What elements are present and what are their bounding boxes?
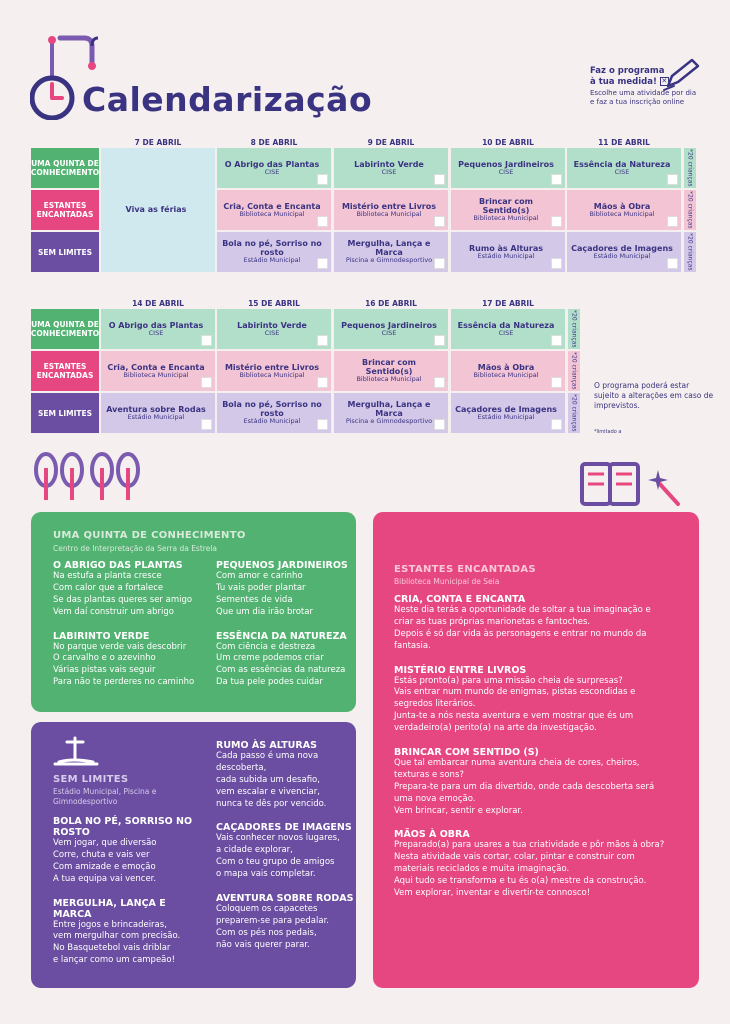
holiday-cell bbox=[101, 148, 215, 272]
activity-location: Biblioteca Municipal bbox=[589, 209, 655, 218]
activity-cell[interactable] bbox=[451, 190, 565, 230]
activity-location: Biblioteca Municipal bbox=[239, 370, 305, 379]
activity-name: O Abrigo das Plantas bbox=[108, 320, 204, 330]
promo-title-1: Faz o programa bbox=[590, 66, 665, 76]
activity-location: Biblioteca Municipal bbox=[239, 209, 305, 218]
text-line: No Basquetebol vais driblar bbox=[53, 943, 171, 954]
day-header: 8 DE ABRIL bbox=[250, 138, 298, 147]
select-checkbox[interactable] bbox=[434, 419, 445, 430]
text-line: Várias pistas vais seguir bbox=[53, 665, 156, 676]
activity-name: Rumo às Alturas bbox=[469, 243, 543, 253]
select-checkbox[interactable] bbox=[317, 335, 328, 346]
promo-sub-1: Escolhe uma atividade por dia bbox=[590, 89, 697, 98]
text-line: Na estufa a planta cresce bbox=[53, 571, 162, 581]
activity-location: Biblioteca Municipal bbox=[356, 375, 422, 384]
text-line: vem mergulhar com precisão. bbox=[53, 931, 181, 942]
activity-name: Labirinto Verde bbox=[237, 320, 307, 330]
activity-title: CRIA, CONTA E ENCANTA bbox=[394, 594, 526, 605]
text-line: não vais querer parar. bbox=[216, 939, 310, 950]
activity-location: CISE bbox=[498, 328, 514, 337]
day-header: 10 DE ABRIL bbox=[482, 138, 534, 147]
activity-cell[interactable] bbox=[101, 393, 215, 433]
activity-title: MERGULHA, LANÇA E MARCA bbox=[53, 897, 166, 920]
text-line: texturas e sons? bbox=[394, 769, 464, 780]
activity-cell[interactable] bbox=[567, 232, 681, 272]
activity-cell[interactable] bbox=[567, 190, 681, 230]
activity-title: ESSÊNCIA DA NATUREZA bbox=[216, 630, 347, 642]
limit-footnote: *limitado a bbox=[594, 429, 622, 435]
text-line: Cada passo é uma nova bbox=[216, 751, 319, 761]
activity-title: BOLA NO PÉ, SORRISO NO ROSTO bbox=[53, 816, 193, 838]
capacity-note: *20 crianças bbox=[684, 148, 696, 188]
text-line: a cidade explorar, bbox=[216, 845, 293, 856]
text-line: o mapa vais completar. bbox=[216, 869, 316, 880]
text-line: Vem explorar, inventar e divertir-te connosco! bbox=[394, 888, 591, 899]
select-checkbox[interactable] bbox=[551, 377, 562, 388]
text-line: Depois é só dar vida às personagens e entrar no mundo da bbox=[394, 628, 647, 639]
select-checkbox[interactable] bbox=[434, 377, 445, 388]
text-line: nunca te dês por vencido. bbox=[216, 798, 327, 809]
activity-cell[interactable] bbox=[334, 351, 448, 391]
activity-title: MÃOS À OBRA bbox=[394, 829, 470, 841]
activity-cell[interactable] bbox=[101, 351, 215, 391]
activity-cell[interactable] bbox=[334, 190, 448, 230]
activity-location: Piscina e Gimnodesportivo bbox=[345, 256, 433, 265]
activity-location: Estádio Municipal bbox=[243, 256, 301, 265]
activity-name: Bola no pé, Sorriso no rosto bbox=[222, 239, 322, 258]
activity-name: Mergulha, Lança e Marca bbox=[347, 400, 431, 419]
promo-sub-2: e faz a tua inscrição online bbox=[590, 98, 685, 106]
row-label-quinta: UMA QUINTA DE CONHECIMENTO bbox=[31, 148, 99, 188]
text-line: Estás pronto(a) para uma missão cheia de surpresas? bbox=[394, 675, 623, 686]
activity-title: CAÇADORES DE IMAGENS bbox=[216, 822, 352, 834]
activity-cell[interactable] bbox=[101, 309, 215, 349]
activity-cell[interactable] bbox=[334, 393, 448, 433]
text-line: segredos literários. bbox=[394, 699, 476, 710]
activity-name: Caçadores de Imagens bbox=[455, 404, 557, 414]
activity-location: Estádio Municipal bbox=[477, 412, 535, 421]
text-line: Com amor e carinho bbox=[216, 571, 303, 581]
activity-cell[interactable] bbox=[567, 148, 681, 188]
panel-subtitle: Gimnodesportivo bbox=[53, 797, 118, 806]
select-checkbox[interactable] bbox=[201, 377, 212, 388]
activity-name: Cria, Conta e Encanta bbox=[223, 201, 321, 211]
select-checkbox[interactable] bbox=[434, 174, 445, 185]
text-line: materiais reciclados e muita imaginação. bbox=[394, 864, 570, 875]
row-label-estantes: ESTANTES ENCANTADAS bbox=[31, 351, 99, 391]
slide-icon bbox=[53, 734, 99, 768]
select-checkbox[interactable] bbox=[317, 419, 328, 430]
capacity-note: *20 crianças bbox=[568, 393, 580, 433]
activity-title: LABIRINTO VERDE bbox=[53, 630, 150, 642]
activity-cell[interactable] bbox=[451, 309, 565, 349]
activity-title: BRINCAR COM SENTIDO (S) bbox=[394, 747, 539, 759]
select-checkbox[interactable] bbox=[317, 258, 328, 269]
panel-subtitle: Biblioteca Municipal de Seia bbox=[394, 577, 500, 586]
select-checkbox[interactable] bbox=[317, 377, 328, 388]
text-line: Junta-te a nós nesta aventura e vem mostrar que és um bbox=[394, 711, 634, 722]
activity-name: Bola no pé, Sorriso no rosto bbox=[222, 400, 322, 419]
text-line: Neste dia terás a oportunidade de soltar a tua imaginação e bbox=[394, 605, 651, 615]
activity-title: PEQUENOS JARDINEIROS bbox=[216, 560, 348, 571]
activity-cell[interactable] bbox=[217, 351, 331, 391]
text-line: Vais entrar num mundo de enigmas, pistas escondidas e bbox=[394, 687, 636, 698]
activity-location: CISE bbox=[148, 328, 164, 337]
activity-location: Biblioteca Municipal bbox=[473, 370, 539, 379]
text-line: Para não te perderes no caminho bbox=[53, 677, 195, 688]
panel-title: SEM LIMITES bbox=[53, 774, 129, 785]
text-line: O carvalho e o azevinho bbox=[53, 653, 156, 664]
trees-icon bbox=[30, 448, 142, 508]
holiday-label: Viva as férias bbox=[125, 205, 187, 215]
row-label-estantes: ESTANTES ENCANTADAS bbox=[31, 190, 99, 230]
activity-name: Mãos à Obra bbox=[593, 201, 651, 211]
activity-title: RUMO ÀS ALTURAS bbox=[216, 740, 317, 751]
day-header: 17 DE ABRIL bbox=[482, 299, 534, 308]
panel-title: UMA QUINTA DE CONHECIMENTO bbox=[53, 530, 246, 541]
panel-subtitle: Centro de Interpretação da Serra da Estrela bbox=[53, 544, 217, 553]
select-checkbox[interactable] bbox=[434, 335, 445, 346]
book-wand-icon bbox=[580, 460, 690, 512]
text-line: Vem brincar, sentir e explorar. bbox=[394, 805, 523, 816]
text-line: Com as essências da natureza bbox=[216, 665, 346, 676]
promo-title-2: à tua medida! bbox=[590, 76, 657, 87]
activity-description bbox=[216, 548, 354, 689]
capacity-note: *20 crianças bbox=[684, 232, 696, 272]
capacity-note: *20 crianças bbox=[684, 190, 696, 230]
activity-cell[interactable] bbox=[451, 232, 565, 272]
activity-name: Brincar com Sentido(s) bbox=[362, 358, 416, 377]
activity-cell[interactable] bbox=[334, 309, 448, 349]
activity-location: CISE bbox=[381, 167, 397, 176]
activity-location: Biblioteca Municipal bbox=[473, 214, 539, 223]
activity-location: Estádio Municipal bbox=[593, 251, 651, 260]
activity-name: Caçadores de Imagens bbox=[571, 243, 673, 253]
row-label-quinta: UMA QUINTA DE CONHECIMENTO bbox=[31, 309, 99, 349]
activity-location: Biblioteca Municipal bbox=[356, 209, 422, 218]
activity-name: Mergulha, Lança e Marca bbox=[347, 239, 431, 258]
select-checkbox[interactable] bbox=[434, 258, 445, 269]
capacity-note: *20 crianças bbox=[568, 351, 580, 391]
text-line: Tu vais poder plantar bbox=[216, 582, 306, 593]
activity-location: Estádio Municipal bbox=[243, 417, 301, 426]
activity-location: Biblioteca Municipal bbox=[123, 370, 189, 379]
activity-title: AVENTURA SOBRE RODAS bbox=[216, 893, 354, 905]
activity-name: Pequenos Jardineiros bbox=[341, 320, 437, 330]
activity-title: MISTÉRIO ENTRE LIVROS bbox=[394, 664, 527, 676]
text-line: Entre jogos e brincadeiras, bbox=[53, 919, 167, 930]
activity-location: CISE bbox=[264, 328, 280, 337]
select-checkbox[interactable] bbox=[667, 174, 678, 185]
activity-description bbox=[53, 548, 213, 689]
text-line: Com calor que a fortalece bbox=[53, 582, 164, 593]
day-header: 9 DE ABRIL bbox=[367, 138, 415, 147]
checkbox-icon: ✕ bbox=[661, 76, 668, 85]
text-line: A tua equipa vai vencer. bbox=[53, 873, 157, 884]
text-line: Nesta atividade vais cortar, colar, pintar e construir com bbox=[394, 852, 635, 863]
activity-cell[interactable] bbox=[334, 148, 448, 188]
activity-cell[interactable] bbox=[217, 393, 331, 433]
text-line: Aqui tudo se transforma e tu és o(a) mestre da construção. bbox=[394, 876, 647, 887]
pencil-icon bbox=[662, 56, 702, 92]
text-line: Com amizade e emoção bbox=[53, 861, 156, 872]
text-line: Corre, chuta e vais ver bbox=[53, 849, 150, 860]
activity-description bbox=[394, 582, 690, 900]
text-line: Um creme podemos criar bbox=[216, 653, 324, 664]
select-checkbox[interactable] bbox=[551, 335, 562, 346]
text-line: No parque verde vais descobrir bbox=[53, 641, 187, 652]
activity-location: CISE bbox=[264, 167, 280, 176]
text-line: Coloquem os capacetes bbox=[216, 904, 318, 915]
text-line: Preparado(a) para usares a tua criatividade e pôr mãos à obra? bbox=[394, 840, 665, 851]
activity-location: Estádio Municipal bbox=[127, 412, 185, 421]
activity-name: Aventura sobre Rodas bbox=[106, 404, 206, 414]
activity-location: Estádio Municipal bbox=[477, 251, 535, 260]
activity-cell[interactable] bbox=[451, 351, 565, 391]
activity-location: Piscina e Gimnodesportivo bbox=[345, 417, 433, 426]
text-line: Vem daí construir um abrigo bbox=[53, 606, 174, 617]
select-checkbox[interactable] bbox=[201, 335, 212, 346]
day-header: 11 DE ABRIL bbox=[598, 138, 650, 147]
activity-name: Labirinto Verde bbox=[354, 159, 424, 169]
text-line: preparem-se para pedalar. bbox=[216, 915, 330, 926]
page-title: Calendarização bbox=[82, 80, 373, 119]
activity-name: Mistério entre Livros bbox=[341, 201, 437, 211]
text-line: uma nova emoção. bbox=[394, 793, 476, 804]
select-checkbox[interactable] bbox=[551, 258, 562, 269]
activity-cell[interactable] bbox=[334, 232, 448, 272]
activity-name: Mãos à Obra bbox=[477, 362, 535, 372]
activity-cell[interactable] bbox=[451, 393, 565, 433]
activity-description bbox=[53, 804, 203, 967]
activity-cell[interactable] bbox=[217, 190, 331, 230]
text-line: criar as tuas próprias marionetas e fantoches. bbox=[394, 616, 591, 627]
activity-location: CISE bbox=[498, 167, 514, 176]
text-line: Sementes de vida bbox=[216, 594, 293, 605]
estantes-panel bbox=[373, 512, 699, 988]
activity-cell[interactable] bbox=[217, 309, 331, 349]
activity-location: CISE bbox=[381, 328, 397, 337]
activity-name: Brincar com Sentido(s) bbox=[479, 197, 533, 216]
panel-subtitle: Estádio Municipal, Piscina e bbox=[53, 787, 157, 796]
day-header: 15 DE ABRIL bbox=[248, 299, 300, 308]
select-checkbox[interactable] bbox=[201, 419, 212, 430]
row-label-sem: SEM LIMITES bbox=[31, 232, 99, 272]
text-line: Vem jogar, que diversão bbox=[53, 838, 157, 848]
text-line: Prepara-te para um dia divertido, onde cada descoberta será bbox=[394, 781, 655, 792]
quinta-panel bbox=[31, 512, 356, 712]
select-checkbox[interactable] bbox=[551, 216, 562, 227]
select-checkbox[interactable] bbox=[667, 216, 678, 227]
text-line: Com os pés nos pedais, bbox=[216, 927, 317, 938]
activity-name: Mistério entre Livros bbox=[224, 362, 320, 372]
activity-location: CISE bbox=[614, 167, 630, 176]
text-line: Da tua pele podes cuidar bbox=[216, 677, 323, 688]
panel-title: ESTANTES ENCANTADAS bbox=[394, 564, 536, 575]
day-header: 14 DE ABRIL bbox=[132, 299, 184, 308]
text-line: Com o teu grupo de amigos bbox=[216, 857, 335, 868]
text-line: vem escalar e vivenciar, bbox=[216, 786, 320, 797]
text-line: descoberta, bbox=[216, 762, 267, 773]
select-checkbox[interactable] bbox=[434, 216, 445, 227]
activity-name: Essência da Natureza bbox=[573, 159, 671, 169]
activity-title: O ABRIGO DAS PLANTAS bbox=[53, 560, 183, 571]
text-line: fantasia. bbox=[394, 640, 431, 651]
text-line: e lançar como um campeão! bbox=[53, 955, 175, 966]
activity-name: Pequenos Jardineiros bbox=[458, 159, 554, 169]
text-line: Que um dia irão brotar bbox=[216, 606, 313, 617]
day-header: 16 DE ABRIL bbox=[365, 299, 417, 308]
select-checkbox[interactable] bbox=[317, 216, 328, 227]
activity-name: Essência da Natureza bbox=[457, 320, 555, 330]
activity-name: O Abrigo das Plantas bbox=[224, 159, 320, 169]
text-line: cada subida um desafio, bbox=[216, 774, 320, 785]
sem-limites-panel bbox=[31, 722, 356, 988]
activity-cell[interactable] bbox=[217, 232, 331, 272]
select-checkbox[interactable] bbox=[667, 258, 678, 269]
activity-name: Cria, Conta e Encanta bbox=[107, 362, 205, 372]
text-line: Vais conhecer novos lugares, bbox=[216, 833, 340, 844]
activity-cell[interactable] bbox=[451, 148, 565, 188]
disclaimer-note: O programa poderá estar sujeito a alterações em caso de imprevistos. bbox=[594, 381, 714, 410]
capacity-note: *20 crianças bbox=[568, 309, 580, 349]
text-line: Que tal embarcar numa aventura cheia de cores, cheiros, bbox=[394, 758, 640, 769]
day-header: 7 DE ABRIL bbox=[134, 138, 182, 147]
activity-cell[interactable] bbox=[217, 148, 331, 188]
text-line: Se das plantas queres ser amigo bbox=[53, 594, 193, 605]
select-checkbox[interactable] bbox=[317, 174, 328, 185]
select-checkbox[interactable] bbox=[551, 174, 562, 185]
activity-description bbox=[216, 728, 354, 952]
text-line: verdadeiro(a) perito(a) na arte da investigação. bbox=[394, 723, 597, 734]
text-line: Com ciência e destreza bbox=[216, 641, 316, 652]
row-label-sem: SEM LIMITES bbox=[31, 393, 99, 433]
select-checkbox[interactable] bbox=[551, 419, 562, 430]
